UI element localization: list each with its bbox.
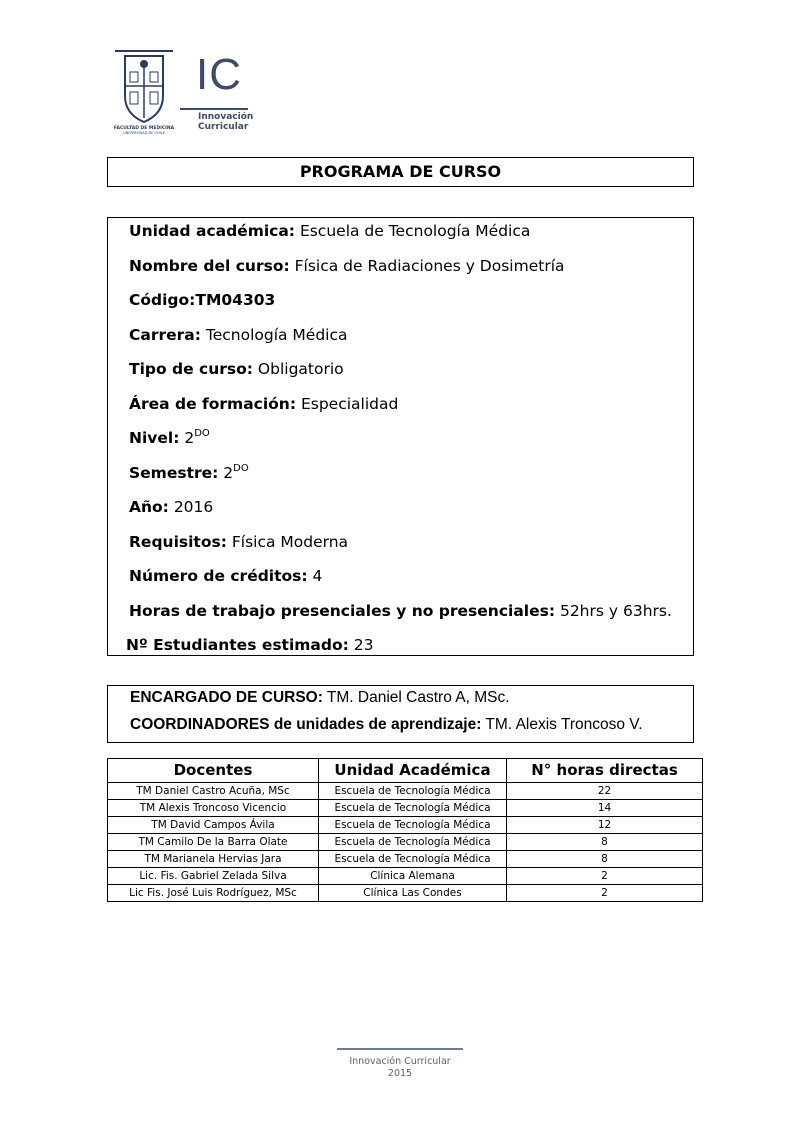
- faculty-logo-line1: FACULTAD DE MEDICINA: [113, 126, 175, 131]
- tipo-value: Obligatorio: [252, 360, 344, 378]
- table-row: [108, 800, 703, 817]
- info-area: [129, 394, 398, 414]
- docente-horas: 8: [507, 851, 703, 868]
- footer-rule: [337, 1048, 463, 1050]
- docente-horas: 8: [507, 834, 703, 851]
- coordinadores-line: [130, 716, 643, 734]
- faculty-logo: [113, 48, 175, 136]
- docente-unidad: Escuela de Tecnología Médica: [319, 817, 507, 834]
- docente-name: TM Daniel Castro Acuña, MSc: [108, 783, 319, 800]
- page-title: PROGRAMA DE CURSO: [107, 157, 694, 187]
- codigo-value: TM04303: [195, 291, 276, 309]
- docente-unidad: Escuela de Tecnología Médica: [319, 783, 507, 800]
- info-requisitos: [129, 532, 348, 552]
- anio-value: 2016: [168, 498, 214, 516]
- ic-logo: [180, 50, 260, 140]
- semestre-label: Semestre:: [129, 464, 219, 482]
- docente-horas: 14: [507, 800, 703, 817]
- nombre-label: Nombre del curso:: [129, 257, 290, 275]
- footer: [337, 1048, 463, 1080]
- horas-label: Horas de trabajo presenciales y no presenciales:: [129, 602, 556, 620]
- unidad-label: Unidad académica:: [129, 222, 296, 240]
- encargado-box: [107, 685, 694, 743]
- footer-line1: Innovación Curricular: [349, 1056, 451, 1067]
- header-docentes: Docentes: [108, 759, 319, 783]
- nivel-value: 2: [179, 429, 195, 447]
- requisitos-value: Física Moderna: [226, 533, 349, 551]
- nivel-label: Nivel:: [129, 429, 180, 447]
- tipo-label: Tipo de curso:: [129, 360, 253, 378]
- estudiantes-value: 23: [348, 636, 374, 654]
- carrera-label: Carrera:: [129, 326, 201, 344]
- docente-unidad: Clínica Las Condes: [319, 885, 507, 902]
- docente-unidad: Escuela de Tecnología Médica: [319, 851, 507, 868]
- encargado-line: [130, 689, 510, 707]
- nombre-value: Física de Radiaciones y Dosimetría: [289, 257, 565, 275]
- ic-logo-rule: [180, 108, 248, 110]
- table-row: [108, 817, 703, 834]
- area-label: Área de formación:: [129, 395, 297, 413]
- info-unidad: [129, 221, 530, 241]
- docente-horas: 12: [507, 817, 703, 834]
- info-codigo: [129, 290, 275, 310]
- semestre-value: 2: [218, 464, 234, 482]
- docente-name: Lic. Fis. Gabriel Zelada Silva: [108, 868, 319, 885]
- encargado-value: TM. Daniel Castro A, MSc.: [322, 689, 510, 706]
- info-nivel: [129, 428, 210, 448]
- info-carrera: [129, 325, 348, 345]
- ic-logo-line2: Curricular: [198, 122, 249, 132]
- table-header-row: [108, 759, 703, 783]
- info-nombre: [129, 256, 565, 276]
- faculty-logo-line2: UNIVERSIDAD DE CHILE: [123, 131, 165, 135]
- info-tipo: [129, 359, 344, 379]
- info-anio: [129, 497, 213, 517]
- docente-name: TM David Campos Ávila: [108, 817, 319, 834]
- docente-horas: 2: [507, 885, 703, 902]
- docente-horas: 2: [507, 868, 703, 885]
- header-horas: N° horas directas: [507, 759, 703, 783]
- table-row: [108, 851, 703, 868]
- coordinadores-value: TM. Alexis Troncoso V.: [481, 716, 643, 733]
- estudiantes-label: Nº Estudiantes estimado:: [126, 636, 349, 654]
- unidad-value: Escuela de Tecnología Médica: [295, 222, 531, 240]
- docente-name: Lic Fis. José Luis Rodríguez, MSc: [108, 885, 319, 902]
- table-row: [108, 868, 703, 885]
- ic-logo-line1: Innovación: [198, 112, 254, 122]
- info-creditos: [129, 566, 322, 586]
- codigo-label: Código:: [129, 291, 196, 309]
- docente-name: TM Camilo De la Barra Olate: [108, 834, 319, 851]
- creditos-label: Número de créditos:: [129, 567, 308, 585]
- table-row: [108, 783, 703, 800]
- course-info-box: [107, 217, 694, 656]
- docente-horas: 22: [507, 783, 703, 800]
- docente-name: TM Alexis Troncoso Vicencio: [108, 800, 319, 817]
- anio-label: Año:: [129, 498, 169, 516]
- footer-line2: 2015: [387, 1068, 413, 1079]
- creditos-value: 4: [307, 567, 323, 585]
- table-row: [108, 885, 703, 902]
- nivel-sup: DO: [194, 428, 210, 439]
- ic-logo-letters: IC: [196, 50, 242, 99]
- carrera-value: Tecnología Médica: [200, 326, 348, 344]
- docente-unidad: Escuela de Tecnología Médica: [319, 800, 507, 817]
- ic-logo-text: [198, 112, 253, 132]
- docente-unidad: Clínica Alemana: [319, 868, 507, 885]
- docentes-table: [107, 758, 703, 902]
- info-semestre: [129, 463, 249, 483]
- info-horas: [129, 601, 672, 621]
- table-row: [108, 834, 703, 851]
- horas-value: 52hrs y 63hrs.: [555, 602, 672, 620]
- area-value: Especialidad: [296, 395, 399, 413]
- semestre-sup: DO: [233, 463, 249, 474]
- info-estudiantes: [126, 635, 373, 655]
- docente-name: TM Marianela Hervias Jara: [108, 851, 319, 868]
- coordinadores-label: COORDINADORES de unidades de aprendizaje:: [130, 716, 482, 733]
- docente-unidad: Escuela de Tecnología Médica: [319, 834, 507, 851]
- header-unidad: Unidad Académica: [319, 759, 507, 783]
- requisitos-label: Requisitos:: [129, 533, 227, 551]
- encargado-label: ENCARGADO DE CURSO:: [130, 689, 323, 706]
